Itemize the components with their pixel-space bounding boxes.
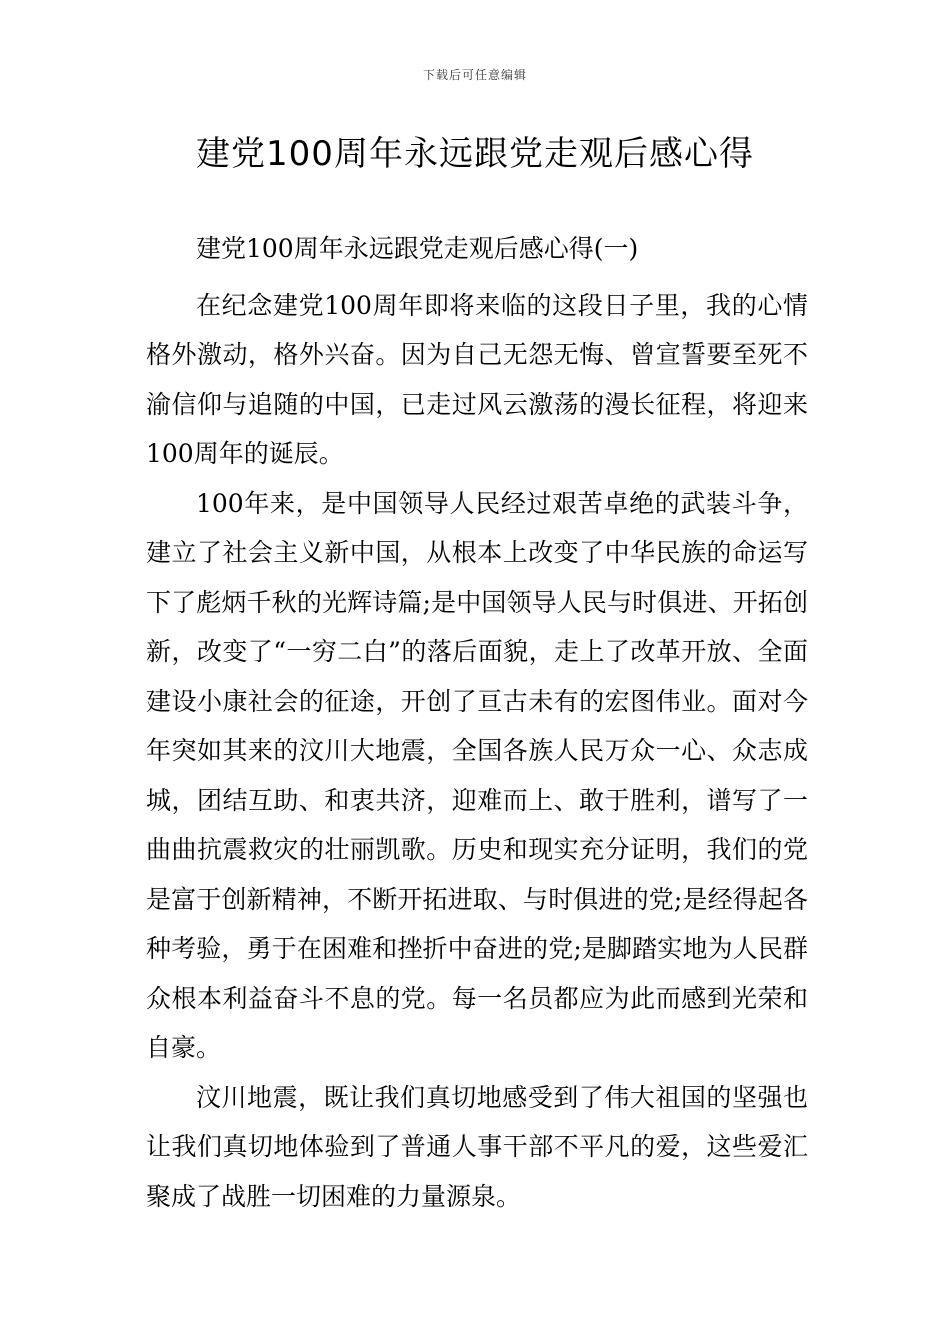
document-title: 建党100周年永远跟党走观后感心得 — [196, 134, 754, 174]
paragraph-1: 在纪念建党100周年即将来临的这段日子里，我的心情格外激动，格外兴奋。因为自己无怨无悔、曾宣誓要至死不渝信仰与追随的中国，已走过风云激荡的漫长征程，将迎来100周年的诞辰。 — [146, 290, 808, 468]
section-subheading: 建党100周年永远跟党走观后感心得(一) — [196, 234, 639, 263]
paragraph-2: 100年来，是中国领导人民经过艰苦卓绝的武装斗争，建立了社会主义新中国，从根本上改变了中华民族的命运写下了彪炳千秋的光辉诗篇;是中国领导人民与时俱进、开拓创新，改变了“一穷二白”的落后面貌，走上了改革开放、全面建设小康社会的征途，开创了亘古未有的宏图伟业。面对今年突如其来的汶川大地震，全国各族人民万众一心、众志成城，团结互助、和衷共济，迎难而上、敢于胜利，谱写了一曲曲抗震救灾的壮丽凯歌。历史和现实充分证明，我们的党是富于创新精神，不断开拓进取、与时俱进的党;是经得起各种考验，勇于在困难和挫折中奋进的党;是脚踏实地为人民群众根本利益奋斗不息的党。每一名员都应为此而感到光荣和自豪。 — [146, 488, 808, 1062]
header-note: 下载后可任意编辑 — [422, 68, 527, 82]
document-body — [146, 224, 808, 1221]
paragraph-3: 汶川地震，既让我们真切地感受到了伟大祖国的坚强也让我们真切地体验到了普通人事干部不平凡的爱，这些爱汇聚成了战胜一切困难的力量源泉。 — [146, 1082, 808, 1211]
